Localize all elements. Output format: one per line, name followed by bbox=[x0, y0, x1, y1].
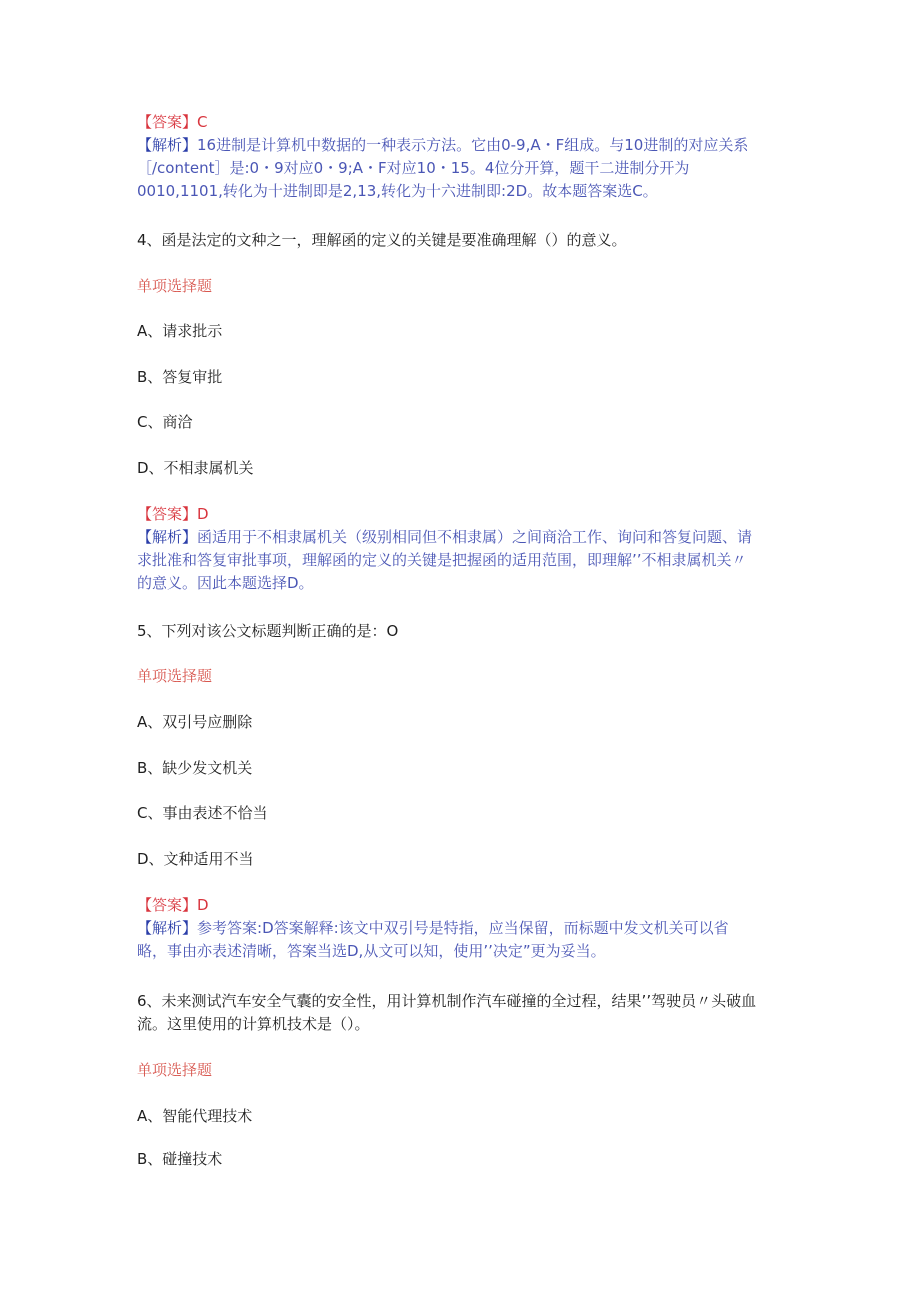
q3-answer-block bbox=[137, 111, 787, 203]
analysis-line: 参考答案:D答案解释:该文中双引号是特指，应当保留，而标题中发文机关可以省 bbox=[197, 919, 729, 937]
q5-answer bbox=[137, 894, 787, 917]
q5-analysis bbox=[137, 917, 787, 940]
question-line: 流。这里使用的计算机技术是（）。 bbox=[137, 1015, 370, 1033]
analysis-tag: 【解析】 bbox=[137, 919, 198, 937]
q4-question: 4、函是法定的文种之一，理解函的定义的关键是要准确理解（）的意义。 bbox=[137, 231, 627, 249]
analysis-line: ［/content］是:0・9对应0・9;A・F对应10・15。4位分开算，题干二进制分开为 bbox=[137, 159, 690, 177]
q5-answer-block bbox=[137, 894, 787, 963]
q4-type: 单项选择题 bbox=[137, 277, 213, 295]
analysis-line: 的意义。因此本题选择D。 bbox=[137, 574, 314, 592]
answer-tag: 【答案】 bbox=[137, 505, 198, 523]
q4-answer-block bbox=[137, 503, 787, 595]
q4-option-d[interactable]: D、不相隶属机关 bbox=[137, 459, 254, 477]
q6-option-a[interactable]: A、智能代理技术 bbox=[137, 1107, 253, 1125]
analysis-tag: 【解析】 bbox=[137, 528, 198, 546]
q5-option-d[interactable]: D、文种适用不当 bbox=[137, 850, 254, 868]
answer-tag: 【答案】 bbox=[137, 113, 198, 131]
answer-value: C bbox=[197, 113, 208, 131]
analysis-line: 求批准和答复审批事项，理解函的定义的关键是把握函的适用范围，即理解’’不相隶属机关〃 bbox=[137, 551, 747, 569]
q6-type: 单项选择题 bbox=[137, 1061, 213, 1079]
answer-tag: 【答案】 bbox=[137, 896, 198, 914]
q5-option-c[interactable]: C、事由表述不恰当 bbox=[137, 804, 268, 822]
q4-option-c[interactable]: C、商洽 bbox=[137, 413, 193, 431]
q3-analysis bbox=[137, 134, 787, 157]
answer-value: D bbox=[197, 505, 209, 523]
q3-answer bbox=[137, 111, 787, 134]
analysis-line: 函适用于不相隶属机关（级别相同但不相隶属）之间商洽工作、询问和答复问题、请 bbox=[197, 528, 753, 546]
q4-option-b[interactable]: B、答复审批 bbox=[137, 368, 223, 386]
analysis-line: 略，事由亦表述清晰，答案当选D,从文可以知，使用’’决定”更为妥当。 bbox=[137, 942, 606, 960]
question-line: 6、未来测试汽车安全气囊的安全性，用计算机制作汽车碰撞的全过程，结果’’驾驶员〃头破血 bbox=[137, 992, 757, 1010]
q6-option-b[interactable]: B、碰撞技术 bbox=[137, 1150, 223, 1168]
analysis-line: 0010,1101,转化为十进制即是2,13,转化为十六进制即:2D。故本题答案选C。 bbox=[137, 182, 658, 200]
q5-option-a[interactable]: A、双引号应删除 bbox=[137, 713, 253, 731]
analysis-line: 16进制是计算机中数据的一种表示方法。它由0-9,A・F组成。与10进制的对应关系 bbox=[197, 136, 749, 154]
q6-question bbox=[137, 990, 797, 1036]
q5-question: 5、下列对该公文标题判断正确的是：O bbox=[137, 622, 399, 640]
analysis-tag: 【解析】 bbox=[137, 136, 198, 154]
q5-option-b[interactable]: B、缺少发文机关 bbox=[137, 759, 253, 777]
answer-value: D bbox=[197, 896, 209, 914]
q5-type: 单项选择题 bbox=[137, 667, 213, 685]
q4-analysis bbox=[137, 526, 787, 549]
q4-answer bbox=[137, 503, 787, 526]
q4-option-a[interactable]: A、请求批示 bbox=[137, 322, 223, 340]
